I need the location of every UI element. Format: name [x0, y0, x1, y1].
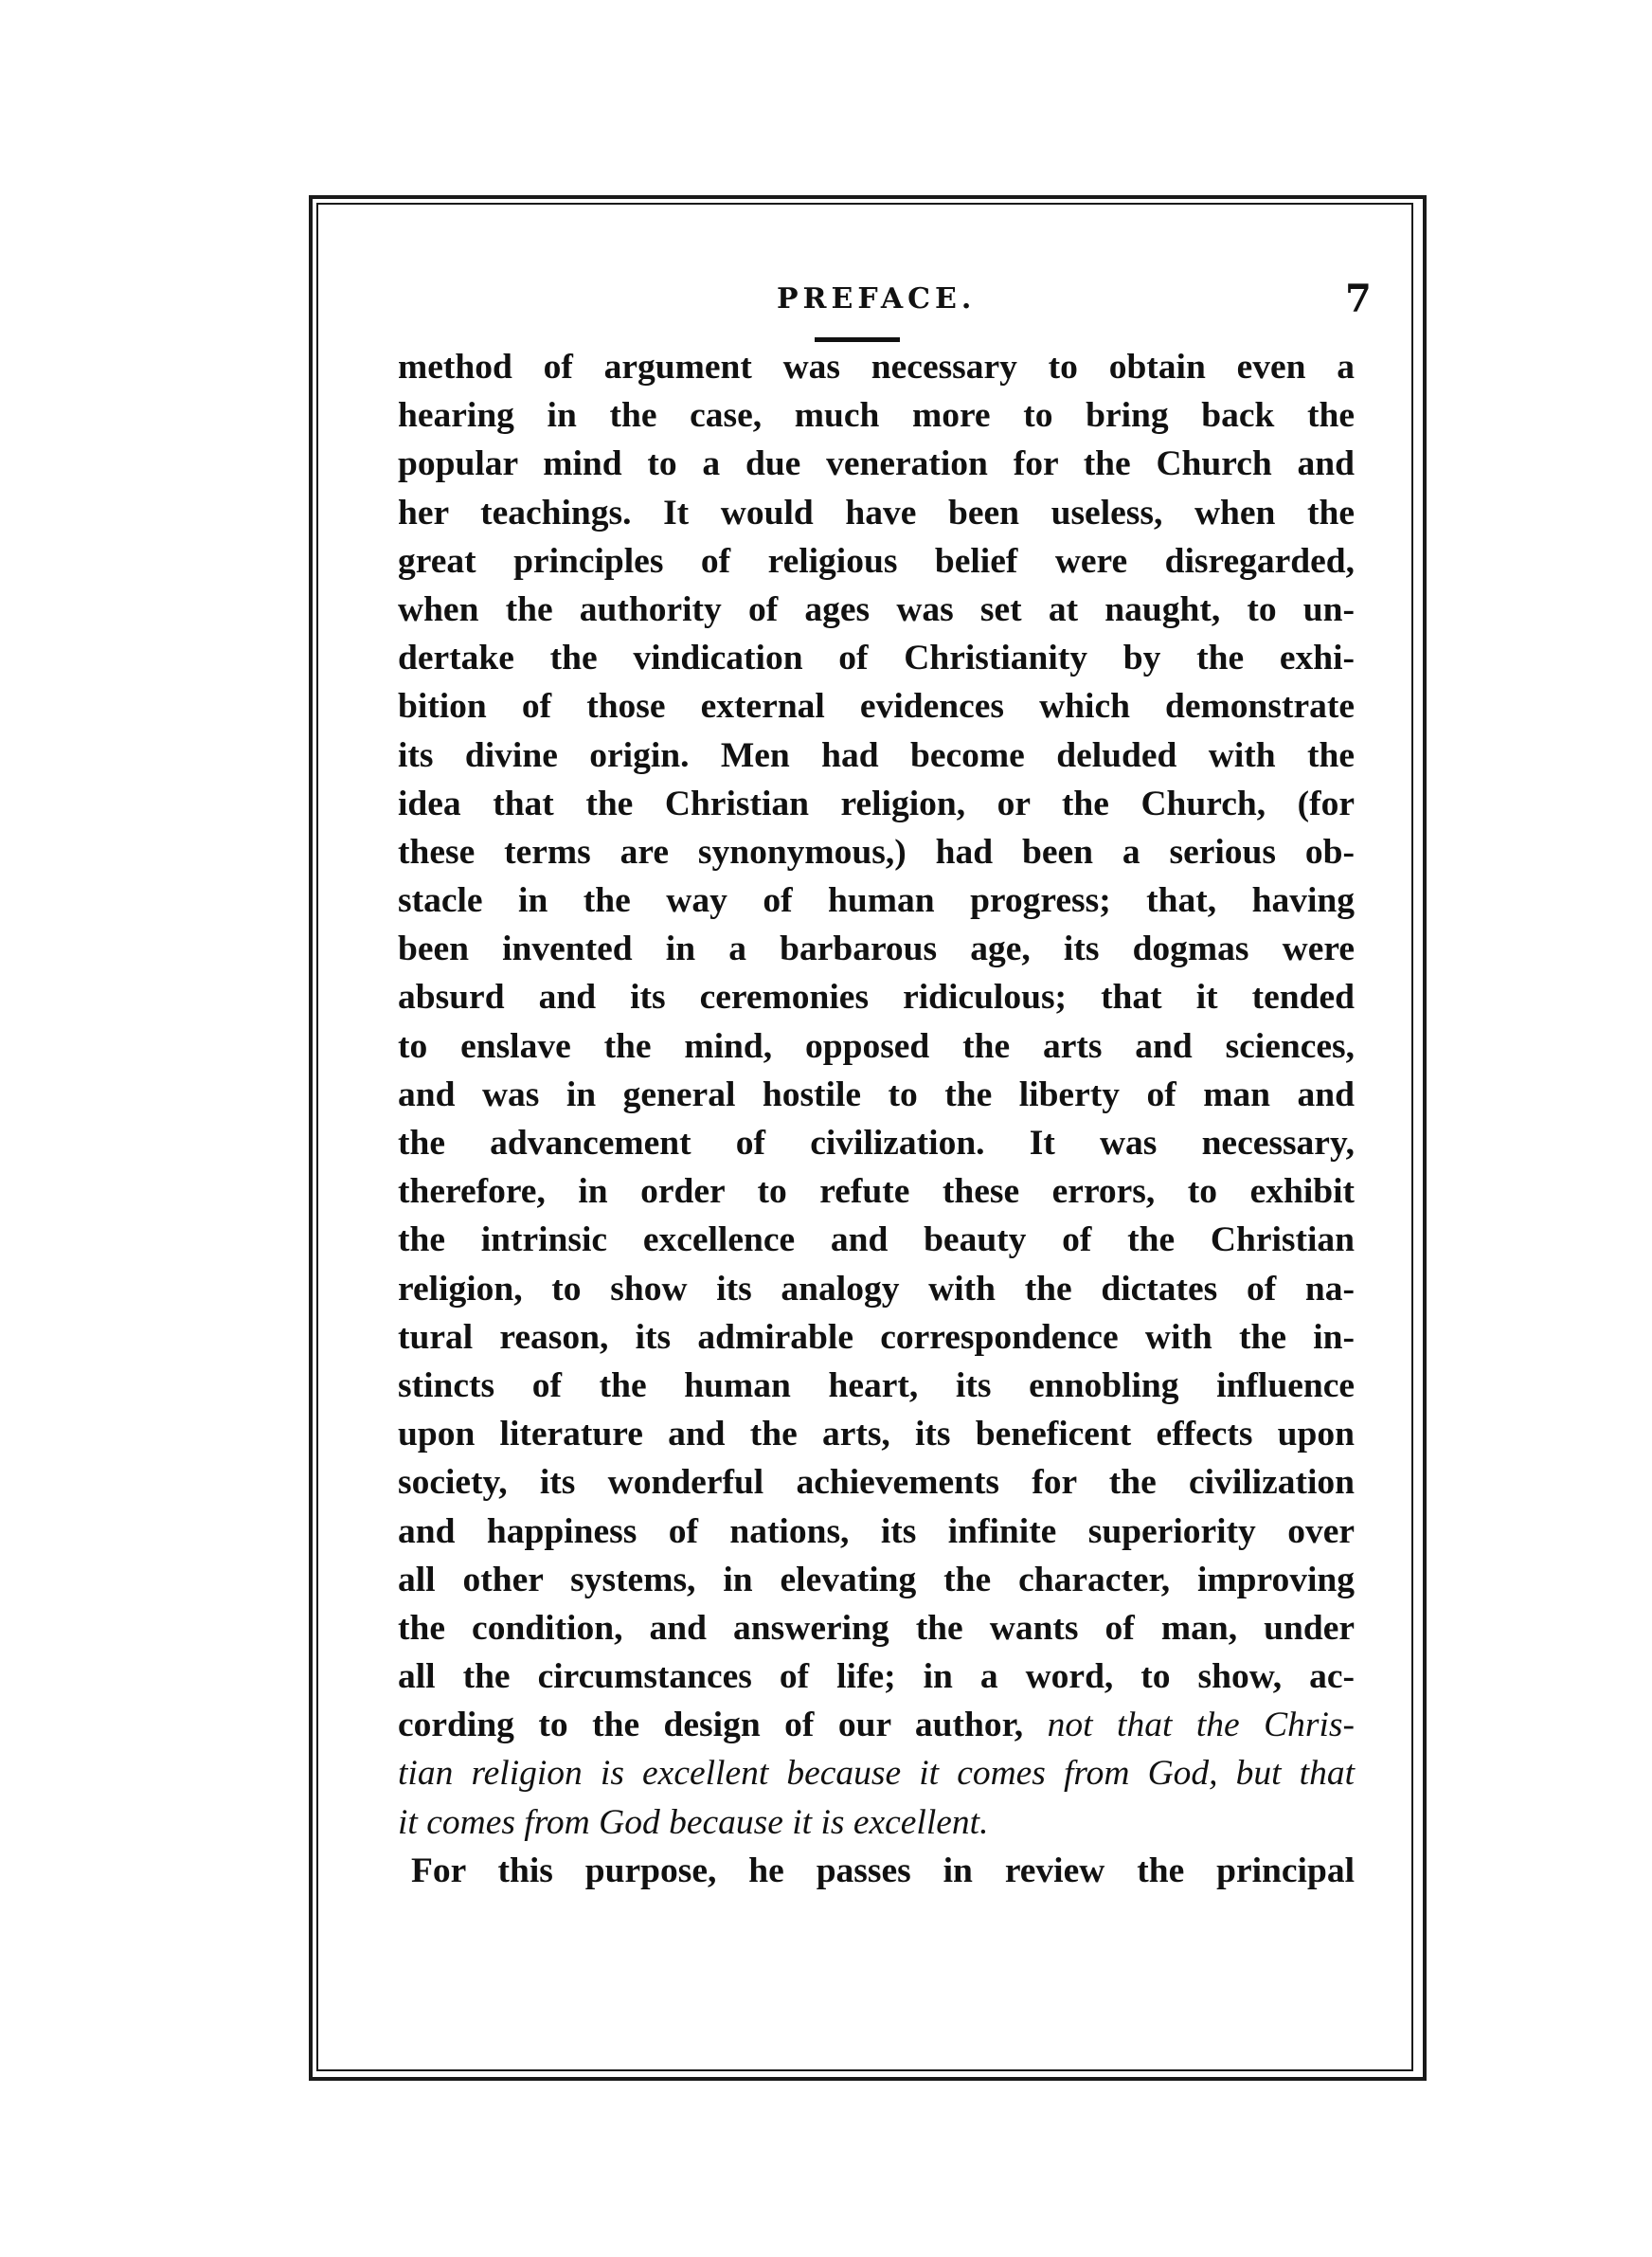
text-line: absurd and its ceremonies ridiculous; that it tended	[398, 978, 1355, 1018]
text-line: society, its wonderful achievements for the civilization	[398, 1463, 1355, 1503]
running-head: PREFACE.	[777, 282, 977, 316]
roman-run: cording to the design of our author,	[398, 1706, 1048, 1745]
header-rule	[815, 337, 900, 342]
text-line: method of argument was necessary to obtain even a	[398, 348, 1355, 387]
text-line-mixed	[398, 1701, 1355, 1749]
text-line: to enslave the mind, opposed the arts and sciences,	[398, 1026, 1355, 1066]
text-line: all the circumstances of life; in a word, to show, ac-	[398, 1657, 1355, 1697]
text-line: and happiness of nations, its infinite superiority over	[398, 1511, 1355, 1551]
text-line: its divine origin. Men had become deluded with the	[398, 735, 1355, 775]
text-line: the condition, and answering the wants of man, under	[398, 1608, 1355, 1648]
text-line: great principles of religious belief were disregarded,	[398, 541, 1355, 581]
body-text	[398, 343, 1355, 1895]
text-line: therefore, in order to refute these errors, to exhibit	[398, 1172, 1355, 1212]
text-line: and was in general hostile to the liberty of man and	[398, 1074, 1355, 1114]
text-line: bition of those external evidences which demonstrate	[398, 687, 1355, 727]
text-line: all other systems, in elevating the character, improving	[398, 1560, 1355, 1599]
italic-line: tian religion is excellent because it comes from God, but that	[398, 1754, 1355, 1794]
text-line: when the authority of ages was set at naught, to un-	[398, 589, 1355, 629]
page-number: 7	[1345, 277, 1372, 321]
text-line: idea that the Christian religion, or the Church, (for	[398, 784, 1355, 823]
italic-run: not that the Chris-	[1047, 1706, 1355, 1745]
italic-line-end: it comes from God because it is excellent.	[398, 1802, 989, 1842]
text-line: stacle in the way of human progress; that, having	[398, 881, 1355, 921]
text-line: upon literature and the arts, its beneficent effects upon	[398, 1415, 1355, 1454]
paragraph-start-line: For this purpose, he passes in review the principal	[411, 1851, 1355, 1890]
text-line: tural reason, its admirable correspondence with the in-	[398, 1317, 1355, 1357]
text-line: hearing in the case, much more to bring back the	[398, 396, 1355, 436]
text-line: popular mind to a due veneration for the Church and	[398, 444, 1355, 484]
text-line: her teachings. It would have been useless, when the	[398, 493, 1355, 533]
text-line: religion, to show its analogy with the dictates of na-	[398, 1269, 1355, 1309]
text-line: the intrinsic excellence and beauty of the Christian	[398, 1220, 1355, 1260]
text-line: been invented in a barbarous age, its dogmas were	[398, 930, 1355, 969]
text-line: dertake the vindication of Christianity by the exhi-	[398, 639, 1355, 678]
text-line: stincts of the human heart, its ennobling influence	[398, 1365, 1355, 1405]
text-line: the advancement of civilization. It was necessary,	[398, 1124, 1355, 1163]
text-line: these terms are synonymous,) had been a serious ob-	[398, 832, 1355, 872]
